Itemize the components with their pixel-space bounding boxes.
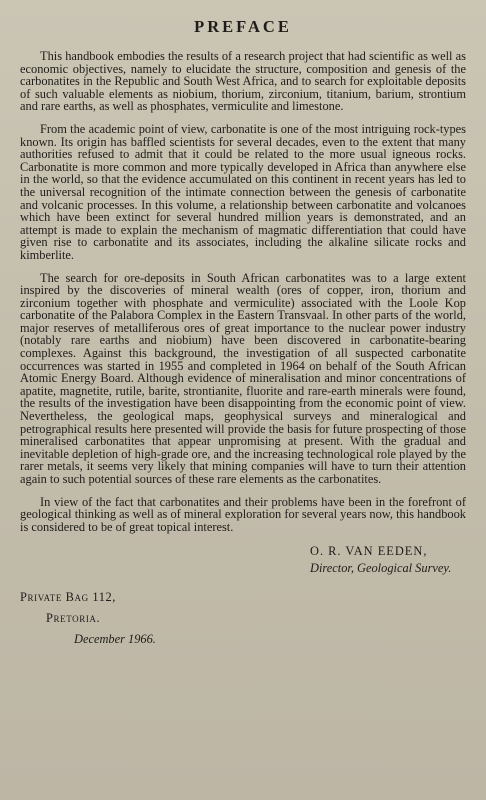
signature-name: O. R. VAN EEDEN, xyxy=(310,544,428,559)
signature-block xyxy=(20,543,466,577)
paragraph-4: In view of the fact that carbonatites and their problems have been in the forefront of geological thinking as well as of mineral exploration for several years now, this handbook is considered to be of great topical interest. xyxy=(20,494,466,534)
address-line-2: Pretoria. xyxy=(46,611,101,626)
address-line-1: Private Bag 112, xyxy=(20,590,117,605)
paragraph-3: The search for ore-deposits in South African carbonatites was to a large extent inspired by the discoveries of mineral wealth (ores of copper, iron, thorium and zirconium together with phosphate and vermiculite) associated with the Loole Kop carbonatite of the Palabora Complex in the Eastern Transvaal. In other parts of the world, major reserves of metalliferous ores of great importance to the nuclear power industry (notably rare earths and niobium) have been discovered in carbonatite-bearing complexes. Against this background, the investigation of all suspected carbonatite occurrences was started in 1955 and completed in 1964 on behalf of the South African Atomic Energy Board. Although evidence of mineralisation and minor concentrations of apatite, magnetite, rutile, barite, strontianite, fluorite and rare-earth minerals were found, the results of the investigation have been disappointing from the economic point of view. Nevertheless, the geological maps, geophysical surveys and mineralogical and petrographical results here presented will provide the basis for future prospecting of those mineralised carbonatites that appear unpromising at present. With the gradual and inevitable depletion of high-grade ore, and the increasing technological role played by the rarer metals, it seems very likely that mining companies will have to turn their attention again to such potential sources of these rare elements as the carbonatites. xyxy=(20,270,466,486)
signature-title: Director, Geological Survey. xyxy=(310,561,452,576)
page-title: PREFACE xyxy=(194,17,292,36)
address-block xyxy=(20,587,466,650)
paragraph-1: This handbook embodies the results of a research project that had scientific as well as economic objectives, namely to elucidate the structure, composition and genesis of the carbonatites in the Republic and South West Africa, and to search for exploitable deposits of such valuable elements as niobium, thorium, zirconium, titanium, barium, strontium and rare earths, as well as phosphates, vermiculite and limestone. xyxy=(20,49,466,114)
address-date: December 1966. xyxy=(74,632,156,647)
paragraph-2: From the academic point of view, carbonatite is one of the most intriguing rock-types known. Its origin has baffled scientists for several decades, even to the extent that many authorities refused to admit that it could be related to the more usual igneous rocks. Carbonatite is more common and more typically developed in Africa than anywhere else in the world, so that the evidence accumulated on this continent in recent years has led to the universal recognition of the intimate connection between the genesis of carbonatite and volcanic processes. In this volume, a relationship between carbonatite and volcanoes which have been extinct for several hundred million years is demonstrated, and an attempt is made to explain the mechanism of magmatic differentiation that could have given rise to carbonatite and its associates, including the alkaline silicate rocks and kimberlite. xyxy=(20,121,466,262)
